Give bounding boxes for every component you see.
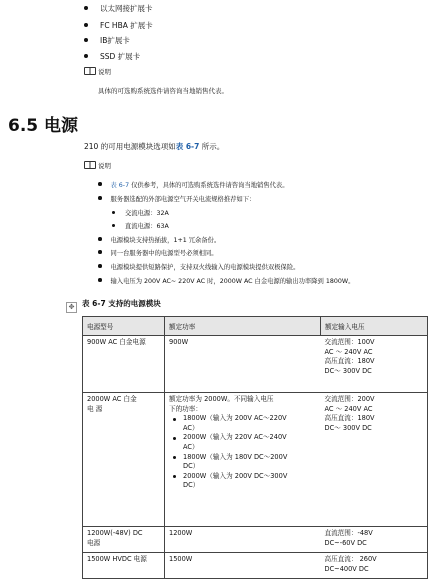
list-item: 2000W（输入为 220V AC～240V AC） xyxy=(169,433,317,452)
bullet-icon xyxy=(98,278,102,282)
table-cell: 额定功率为 2000W。不同输入电压 下的功率： 1800W（输入为 200V AC～220V AC） 2000W（输入为 220V AC～240V AC） 1800W（输入为 180V DC～200V DC） 2000W（输入为 200V DC～300V DC） xyxy=(165,393,321,527)
list-item: 2000W（输入为 200V DC～300V DC） xyxy=(169,472,317,491)
table-row xyxy=(83,336,428,393)
bullet-icon xyxy=(112,224,115,227)
bullet-icon xyxy=(98,250,102,254)
column-header: 电源型号 xyxy=(83,317,165,336)
table-cell: 1200W xyxy=(165,527,321,553)
note-item: 服务器选配的外部电源空气开关电流规格推荐如下： xyxy=(98,194,255,205)
note-subitem: 交流电源：32A xyxy=(112,208,169,219)
table-row xyxy=(83,393,428,527)
table-caption: 表 6-7 支持的电源模块 xyxy=(82,299,161,308)
bullet-icon xyxy=(98,182,102,186)
table-cell: 2000W AC 白金 电 源 xyxy=(83,393,165,527)
table-cell: 直流范围：-48V DC~-60V DC xyxy=(321,527,428,553)
note-subitem: 直流电源：63A xyxy=(112,221,169,232)
bullet-icon xyxy=(84,6,88,10)
bullet-icon xyxy=(112,211,115,214)
table-move-handle-icon[interactable]: ✥ xyxy=(66,302,77,313)
note-item: 输入电压为 200V AC~ 220V AC 时，2000W AC 白金电源的输出功率降到 1800W。 xyxy=(98,276,354,287)
note-item: 同一台服务器中的电源型号必须相同。 xyxy=(98,248,218,259)
table-row xyxy=(83,527,428,553)
list-item: IB扩展卡 xyxy=(84,36,130,46)
note-item: 电源模块提供短路保护，支持双火线输入的电源模块提供双极保险。 xyxy=(98,262,299,273)
column-header: 额定输入电压 xyxy=(321,317,428,336)
bullet-icon xyxy=(84,54,88,58)
table-row xyxy=(83,553,428,579)
bullet-icon xyxy=(98,264,102,268)
table-reference-link[interactable]: 表 6-7 xyxy=(110,182,130,189)
bullet-icon xyxy=(98,196,102,200)
note-header: 说明 xyxy=(84,162,111,171)
bullet-icon xyxy=(98,237,102,241)
note-item: 电源模块支持热插拔，1+1 冗余备份。 xyxy=(98,235,220,246)
column-header: 额定功率 xyxy=(165,317,321,336)
table-cell: 交流范围：100V AC ～ 240V AC 高压直流：180V DC～ 300V DC xyxy=(321,336,428,393)
table-cell: 1200W(-48V) DC 电源 xyxy=(83,527,165,553)
table-cell: 1500W HVDC 电源 xyxy=(83,553,165,579)
table-cell: 高压直流： 260V DC~400V DC xyxy=(321,553,428,579)
list-item: FC HBA 扩展卡 xyxy=(84,21,153,31)
section-title: 6.5 电源 xyxy=(8,116,79,136)
note-text: 具体的可选购系统选件请咨询当地销售代表。 xyxy=(98,87,228,95)
table-cell: 1500W xyxy=(165,553,321,579)
table-cell: 900W AC 白金电源 xyxy=(83,336,165,393)
list-item: 以太网接扩展卡 xyxy=(84,4,153,14)
power-module-table xyxy=(82,316,428,579)
note-icon xyxy=(84,161,96,169)
bullet-icon xyxy=(84,38,88,42)
note-item: 表 6-7 仅供参考，具体的可选购系统选件请咨询当地销售代表。 xyxy=(98,180,289,191)
table-header-row xyxy=(83,317,428,336)
list-item: SSD 扩展卡 xyxy=(84,52,140,62)
table-cell: 900W xyxy=(165,336,321,393)
bullet-icon xyxy=(84,23,88,27)
table-cell: 交流范围：200V AC ～ 240V AC 高压直流：180V DC～ 300V DC xyxy=(321,393,428,527)
list-item: 1800W（输入为 200V AC～220V AC） xyxy=(169,414,317,433)
section-intro: 210 的可用电源模块选项如表 6-7 所示。 xyxy=(84,142,225,151)
table-reference-link[interactable]: 表 6-7 xyxy=(175,142,200,151)
list-item: 1800W（输入为 180V DC～200V DC） xyxy=(169,453,317,472)
note-header: 说明 xyxy=(84,68,111,77)
note-icon xyxy=(84,67,96,75)
